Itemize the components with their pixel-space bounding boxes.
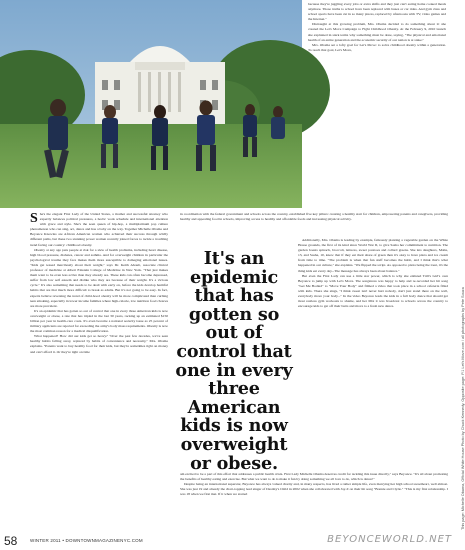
issue-line: WINTER 2011 • DOWNTOWNMAGAZINENYC.COM	[30, 538, 143, 543]
body-paragraph: Mrs. Obama set a lofty goal for Let's Move: to solve childhood obesity within a generation. To reach that goal, Let's Move,	[308, 42, 446, 52]
body-paragraph: What happened? How did our kids get so heavy? "Over the past few decades, we've seen healthy habits falling away, replaced by habits of convenience and necessity," Mrs. Obama explains. "Parents want to buy healthy food for their kids, but they're sometimes tight on money and can't afford it. Or they're tight on time	[30, 334, 168, 354]
pull-quote: It's an epidemic that has gotten so out of control that one in every three American kids is now overweight or obese.	[175, 248, 293, 474]
article-column-left	[30, 212, 168, 355]
body-paragraph: Additionally, Mrs. Obama is leading by example, famously planting a vegetable garden on the White House grounds, the first of its kind since World War II, to give Sasha her commitment to nutrition. The garden boasts spinach, broccoli, lettuces, sweet potatoes and collard greens. She lets daughters, Malia, 13, and Sasha, 10, know that if they eat their share of green then it's okay to have pizza and ice cream from time to time. "The problem is when that fun stuff becomes the habit, and I think that's what happened in our culture," she explains. "We flipped the script. As opposed to pizza being the treat, it's the thing kids eat every day...The message has always been about balance."	[298, 238, 448, 273]
article-column-bottom	[180, 472, 448, 497]
article-column-right-top	[308, 2, 446, 53]
body-paragraph: But even the First Lady can use a little star power, which is why she enlisted Trill's Girl's own Beyonce to jump up with Let's Move. The songstress was happy to help and re-recorded her hit song "Get Me Bodied" to "Move Your Body" and filmed a video that took place in a school cafeteria filled with kids. There she sings, "I think sweet isn't never hurt nobody, don't just stand there on the wall, everybody move your body..." In the video Beyonce leads the kids in a full body dance that should get most restless gym workouts to shame, and her Mix it was broadcast to schools across the country to encourage kids to get off their butts and move to a fresh new dance.	[298, 273, 448, 309]
site-watermark: BEYONCEWORLD.NET	[327, 534, 452, 545]
body-paragraph: Obesity at any age puts people at risk for a slew of health problems, including heart disease, high blood pressure, diabetes, cancer and asthma. And for overweight children in particular the psychological trauma they face makes them more susceptible to damaging emotional issues. "Kids get teased mercilessly about their weight," says Dr. Keith Ahoult, associate clinical professor of medicine at Albert Einstein College of Medicine in New York. "That just makes them want to be even less active than they already are. These kids can often become depressed, suffer from low self esteem and dislike who they are because of their weight. It's a vicious cycle." It's also something that needs to be dealt with early on, before the kids develop harmful habits that are that much more difficult to break as adults. But it's not going to be easy. In fact, experts believe reversing the trend of child-hood obesity will be more complicated than curbing teen smoking, especially in lower income families where high-calorie, low nutrition food choices are more prevalent.	[30, 247, 168, 308]
body-paragraph: because they're juggling every jobs or extra shifts and they just can't eating home cooked meals anymore. Those truths to school have been replaced with buses or car rides. And gym class and school sports have been cut in so many places, replaced by afternoons with TV, video games and the Internet."	[308, 2, 446, 22]
body-paragraph: Distraught at this growing problem, Mrs. Obama decided to do something about it: she created the Let's Move Campaign to Fight Childhood Obesity. At the February 9, 2010 launch she explained in stark terms why something must be done, saying, "The physical and emotional health of an entire generation and the economic security of our nation is at stake."	[308, 22, 446, 42]
article-column-middle-top	[180, 212, 448, 222]
body-paragraph: in coordination with the federal government and schools across the country, established five key pillars: creating a healthy start for children, empowering parents and caregivers, providing healthy and appealing food in schools, improving access to healthy and affordable foods and increasing physical activity.	[180, 212, 448, 222]
photo-credit-text: This page: Michelle Obama, Official White House Photo by Chuck Kennedy. Opposite page: P.1 Let's Move.com / all photographs by Pete Souza	[461, 287, 465, 530]
page-number: 58	[4, 534, 18, 548]
body-paragraph: It's an epidemic that has gotten so out of control that one in every three American kids is now overweight or obese, a rate that has tripled in the last 30 years, racking up an estimated $150 billion per year in health-care costs. It's even become a national security issue as 25 percent of military applicants are rejected for exceeding the army's body mass requirements. Obesity is now the most common reason for a medical disqualification.	[30, 308, 168, 334]
lead-text: he's the elegant First Lady of the United States, a mother and successful attorney who expertly balances political pressures, a hectic work schedule and international attention with grace and style. She's the seen queen of hip-hop, a multiplatinum pop culture phenomenon who can sing, act, dance and has a baby on the way. Together Michelle Obama and Beyonce Knowles are African American women who achieved their success through wildly different paths, but these two stunning power women recently joined forces to tackle a troubling trend facing our country: childhood obesity.	[30, 212, 168, 247]
page-footer	[0, 532, 462, 550]
drop-cap: S	[30, 211, 38, 226]
body-paragraph: Despite being an international superstar, Beyonce has always valued charity and, in many respects, has lived a rather simple life, even marrying her high school sweetheart, well almost. She was just 19 and already the chart-topping lead singer of Destiny's Child in 2002 when she collaborated with Jay-Z on their hit song "Bonnie and Clyde." "This is my first relationship. I was 18 when we first met. If it when we started	[180, 482, 448, 497]
lead-paragraph	[30, 212, 168, 248]
photo-credit	[455, 30, 465, 530]
article-column-right-middle	[298, 238, 448, 309]
body-paragraph: am excited to be a part of this effort that addresses a public health crisis. First Lady Michelle Obama deserves credit for tackling this issue directly," says Beyonce. "It's all about promoting the benefits of healthy eating and exercise. But what we want to do is make it fun by doing something we all love to do, which is dance!"	[180, 472, 448, 482]
hero-photo-image	[0, 0, 302, 208]
hero-photo	[0, 0, 302, 208]
